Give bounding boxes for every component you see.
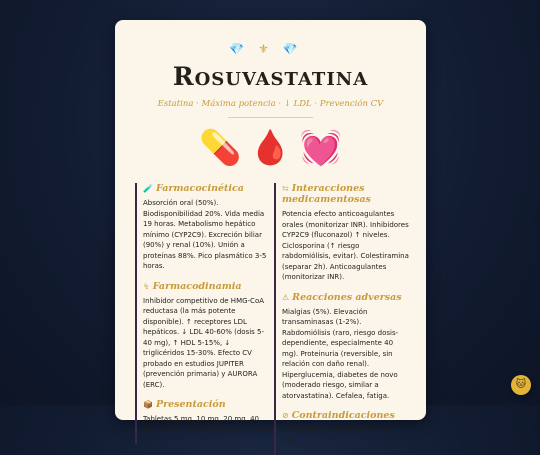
section-heading (143, 399, 271, 410)
section-interactions (282, 183, 410, 283)
section-title: Presentación (155, 399, 226, 410)
gem-icon: 💎 (282, 42, 312, 56)
left-column (135, 183, 271, 444)
section-title: Reacciones adversas (292, 291, 402, 303)
section-body: Enfermedad hepática activa (ALT >3x (282, 426, 398, 445)
section-body: Mialgias (5%). Elevación transaminasas (1-2%). Rabdomiólisis (raro, riesgo dosis-dependiente, especialmente 40 mg). Proteinuria (reversible, sin relación con daño renal). Hiperglucemia, diabetes de novo (moderado riesgo, similar a atorvastatina). Cefalea, fatiga. (282, 307, 399, 400)
section-contraindications (282, 410, 410, 446)
emoji-row (115, 128, 426, 168)
cat-icon: 🐱 (515, 379, 527, 390)
right-column (274, 183, 410, 455)
warning-icon: ⚠ (282, 292, 290, 302)
page-subtitle: Estatina · Máxima potencia · ↓ LDL · Prevención CV (157, 99, 384, 109)
section-heading (282, 410, 410, 421)
gem-icon: 💎 (229, 42, 259, 56)
test-tube-icon: 🧪 (143, 184, 153, 193)
beating-heart-icon: 💓 (299, 128, 343, 168)
section-presentation (143, 399, 271, 435)
section-adverse-reactions (282, 292, 410, 402)
mechanism-icon: ↯ (143, 281, 150, 291)
section-heading (282, 292, 410, 303)
ornament-row (115, 42, 426, 56)
section-body: Absorción oral (50%). Biodisponibilidad 20%. Vida media 19 horas. Metabolismo hepático mínimo (CYP2C9). Excreción biliar (90%) y renal (10%). Unión a proteínas 88%. Pico plasmático 3-5 horas. (143, 199, 267, 270)
section-heading (282, 183, 410, 205)
pill-icon: 💊 (198, 128, 242, 168)
package-icon: 📦 (143, 400, 153, 409)
section-title: Farmacodinamia (152, 280, 242, 292)
divider (228, 117, 313, 118)
section-heading (143, 281, 271, 292)
section-pharmacodynamics (143, 281, 271, 391)
section-body: Potencia efecto anticoagulantes orales (monitorizar INR). Inhibidores CYP2C9 (fluconazol) ↑ niveles. Ciclosporina (↑ riesgo rabdomiólisis, evitar). Colestiramina (separar 2h). Anticoagulantes (monitorizar INR). (282, 210, 409, 281)
page-title: Rosuvastatina (172, 62, 369, 91)
fleur-de-lis-icon: ⚜ (258, 42, 283, 56)
swap-arrows-icon: ⇆ (282, 184, 289, 193)
section-title: Interacciones medicamentosas (282, 183, 371, 205)
section-pharmacokinetics (143, 183, 271, 272)
section-heading (143, 183, 271, 194)
section-title: Contraindicaciones (291, 410, 395, 421)
section-body: Inhibidor competitivo de HMG-CoA reductasa (la más potente disponible). ↑ receptores LDL hepáticos. ↓ LDL 40-60% (dosis 5-40 mg), ↑ HDL 5-15%, ↓ triglicéridos 15-30%. Efecto CV probado en estudios JUPITER (prevención primaria) y AURORA (ERC). (143, 296, 265, 389)
floating-action-button[interactable] (511, 375, 531, 395)
drug-card (115, 20, 426, 445)
prohibited-icon: ⊘ (282, 411, 289, 420)
blood-drop-icon: 🩸 (249, 128, 292, 168)
section-body: Tabletas 5 mg, 10 mg, 20 mg, 40 mg. Marca: Crestor®. Rosuvastatina (143, 415, 271, 434)
section-title: Farmacocinética (155, 183, 244, 194)
